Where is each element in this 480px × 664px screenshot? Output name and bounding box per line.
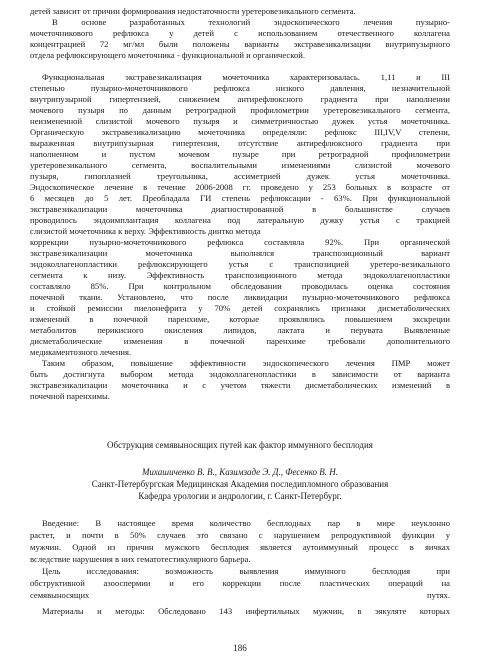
text-line: дисметаболические изменения в почечной паренхиме требовали дополнительного — [30, 336, 450, 346]
text-line: мужчин. Одной из причин мужского бесплодия является аутоиммунный процесс в яичках — [30, 542, 450, 552]
text-line: обструктивной азооспермии и его коррекции после пластических операций на — [30, 578, 450, 588]
text-line: Органическую экстравезикализацию мочеточника определяли: рефлюкс III,IV,V степени, — [30, 127, 450, 137]
text-line: почечной ткани. Установлено, что после ликвидации пузырно-мочеточникового рефлюкса — [30, 292, 450, 302]
authors: Михашиченко В. В., Казимзаде Э. Д., Фесенко В. Н. — [141, 467, 339, 477]
text-line: мочевого пузыря по данным ретроградной профилометрии уретеровезикального сегмента, — [30, 105, 450, 115]
text-line: В основе разработанных технологий эндоскопического лечения пузырно- — [52, 17, 450, 27]
department: Кафедра урологии и андрологии, г. Санкт-Петербург. — [138, 491, 342, 501]
text-line: почечной паренхимы. — [30, 391, 110, 401]
affiliation: Санкт-Петербургская Медицинская Академия последипломного образования — [91, 479, 389, 489]
text-line: наполненном и пустом мочевом пузыре при ретроградной профилометрии — [30, 149, 450, 159]
text-line: отдела рефлюксирующего мочеточника - функциональной и органической. — [30, 50, 305, 60]
text-line: медикаментозного лечения. — [30, 347, 132, 357]
text-line: коррекции пузырно-мочеточникового рефлюкса составляла 92%. При органической — [30, 237, 450, 247]
text-line: Материалы и методы: Обследовано 143 инфертильных мужчин, в эякуляте которых — [42, 606, 450, 616]
text-line: сегмента к низу. Эффективность транспозиционного метода эндоколлагенопластики — [30, 270, 450, 280]
section-title: Обструкция семявыносящих путей как фактор иммунного бесплодия — [107, 440, 373, 450]
text-line: растет, и почти в 50% случаев это связано с нарушением репродуктивной функции у — [30, 530, 450, 540]
text-line: Цель исследования: возможность выявления иммунного бесплодия при — [42, 566, 450, 576]
text-line: концентрацией 72 мг/мл были положены варианты экстравезикализации внутрипузырного — [30, 39, 450, 49]
text-line: неизмененной слизистой мочевого пузыря и симметричностью дужек устья мочеточника. — [30, 116, 450, 126]
text-line: и стойкой ремиссии пиелонефрита у 70% детей сохранялись признаки дисметаболических — [30, 303, 450, 313]
text-line: составляло 85%. При контрольном обследовании проводилась оценка состояния — [30, 281, 450, 291]
text-line: изменений в почечной паренхиме, которые проявлялись повышением экскреции — [30, 314, 450, 324]
text-line: экстравезикализации мочеточника диагностированной в большинстве случаев — [30, 204, 450, 214]
page-number: 186 — [233, 643, 247, 653]
text-line: Эндоскопическое лечение в течение 2006-2008 гг. проведено у 253 больных в возрасте от — [30, 182, 450, 192]
text-line: быть достигнута выбором метода эндоколлагенопластики в зависимости от варианта — [30, 369, 450, 379]
text-line: проводилось эндоимплантация коллагена под латеральную дужку устья с тракцией — [30, 215, 450, 225]
text-line: внутрипузырной гипертензией, снижением антирефлюксного градиента при наполнении — [30, 94, 450, 104]
text-line: слизистой мочеточника к верху. Эффективность динтко метода — [30, 226, 261, 236]
text-line: семявыносящих путях. — [30, 590, 450, 600]
text-line: пузыря, гипоплазией треугольника, ассиметрией дужек устья мочеточника. — [30, 171, 450, 181]
text-line: 6 месяцев до 5 лет. Преобладала ГИ степень рефлюксации - 63%. При функциональной — [30, 193, 450, 203]
text-line: эндоколлагенопластики рефлюксирующего устья с транспозицией уретеро-везикального — [30, 259, 450, 269]
text-line: детей зависит от причин формирования недостаточности уретеровезикального сегмента. — [30, 6, 356, 16]
text-line: выраженная внутрипузырная гипертензия, отсутствие антирефлюксного градиента при — [30, 138, 450, 148]
text-line: метаболитов перикисного окисления липидов, лактата и перувата Выявленные — [30, 325, 450, 335]
text-line: Введение: В настоящее время количество бесплодных пар в мире неуклонно — [42, 518, 450, 528]
text-line: Таким образом, повышение эффективности эндоскопического лечения ПМР может — [42, 358, 450, 368]
text-line: вследствие нарушения в них гематотестикулярного барьера. — [30, 554, 251, 564]
text-line: экстравезикализации мочеточника выполнялся транспозиционный вариант — [30, 248, 450, 258]
text-line: уретеровезикального сегмента, воспалительными изменениями слизистой мочевого — [30, 160, 450, 170]
text-line: экстравезикализации мочеточника и с учетом тяжести дисметаболических изменений в — [30, 380, 450, 390]
text-line: Функциональная экстравезикализация мочеточника характеризовалась. 1,11 и III — [42, 72, 450, 82]
text-line: мочеточникового рефлюкса у детей с использованием отечественного коллагена — [30, 28, 450, 38]
text-line: степенью пузырно-мочеточникового рефлюкса низкого давления, незначительной — [30, 83, 450, 93]
